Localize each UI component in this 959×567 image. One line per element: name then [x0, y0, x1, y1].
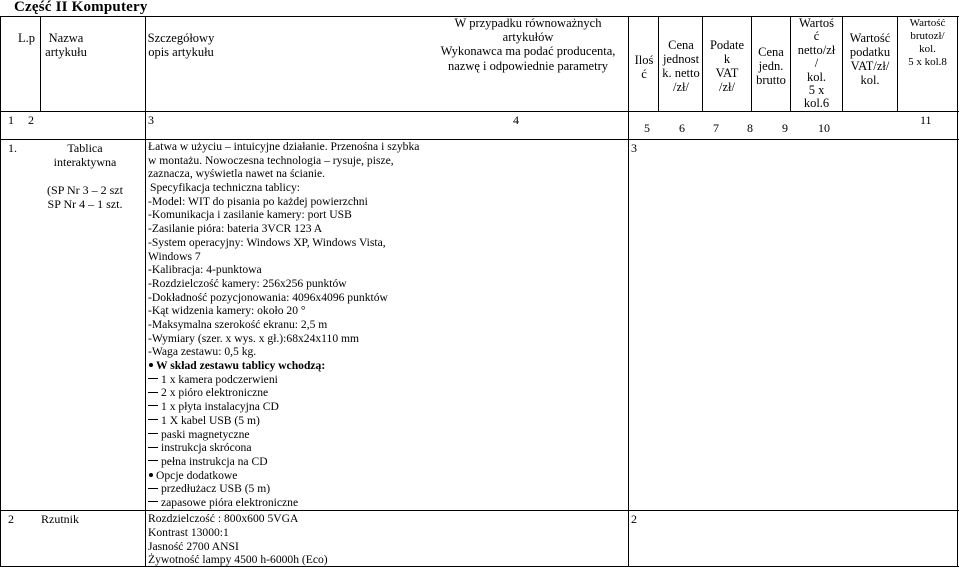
desc-line: -Waga zestawu: 0,5 kg.	[148, 345, 257, 359]
header-lp: L.p	[18, 31, 36, 45]
bullet-icon	[149, 473, 153, 477]
header-divider-left	[0, 111, 628, 112]
set-item: paski magnetyczne	[148, 428, 250, 442]
header-divider-right	[628, 111, 959, 112]
row1-lp: 1.	[8, 141, 17, 155]
desc-line: -Dokładność pozycjonowania: 4096x4096 punktów	[148, 290, 388, 304]
set-item: instrukcja skrócona	[148, 441, 251, 455]
desc-line: -Zasilanie pióra: bateria 3VCR 123 A	[148, 222, 323, 236]
dash-icon	[148, 488, 158, 489]
desc-line: -Komunikacja i zasilanie kamery: port USB	[148, 208, 352, 222]
colnum-11: 11	[920, 113, 932, 127]
desc-line: Windows 7	[148, 249, 201, 263]
header-net-value: Wartoś ć netto/zł / kol. 5 x kol.6	[797, 16, 836, 111]
dash-icon	[148, 378, 158, 379]
row2-desc-line: Kontrast 13000:1	[148, 526, 229, 539]
desc-line: -Maksymalna szerokość ekranu: 2,5 m	[148, 318, 328, 331]
colnum-5: 5	[644, 121, 650, 135]
desc-line: -Model: WIT do pisania po każdej powierzchni	[148, 194, 368, 208]
desc-line: w montażu. Nowoczesna technologia – rysuje, pisze,	[148, 153, 394, 167]
extras-item: przedłużacz USB (5 m)	[148, 482, 270, 496]
header-quantity: Iloś ć	[634, 53, 654, 81]
dash-icon	[148, 447, 158, 448]
colnum-3: 3	[148, 113, 154, 127]
desc-line: -Wymiary (szer. x wys. x gł.):68x24x110 mm	[148, 331, 360, 345]
part-title: Część II Komputery	[14, 0, 148, 15]
colnum-row-bottom	[0, 139, 959, 140]
row2-lp: 2	[8, 512, 14, 526]
header-tax-value: Wartość podatku VAT/zł/ kol.	[849, 31, 891, 87]
colnum-10: 10	[818, 121, 830, 135]
header-vat: Podate k VAT /zł/	[709, 38, 745, 94]
header-equivalent: W przypadku równoważnych artykułów Wykonawca ma podać producenta, nazwę i odpowiednie parametry	[440, 16, 616, 73]
dash-icon	[148, 419, 158, 420]
col-border-right	[957, 16, 958, 567]
row2-quantity: 2	[631, 512, 637, 526]
colnum-8: 8	[747, 121, 753, 135]
desc-line: zaznacza, wyświetla nawet na ścianie.	[148, 167, 326, 181]
colnum-1: 1	[8, 113, 14, 127]
header-gross-value: Wartość brutozł/ kol. 5 x kol.8	[908, 17, 947, 68]
row1-name: Tablica interaktywna (SP Nr 3 – 2 szt SP Nr 4 – 1 szt.	[47, 141, 123, 211]
row2-desc-line: Rozdzielczość : 800x600 5VGA	[148, 512, 299, 525]
set-item: pełna instrukcja na CD	[148, 455, 268, 469]
colnum-4: 4	[513, 113, 519, 127]
desc-line: -Kąt widzenia kamery: około 20 °	[148, 304, 306, 318]
colnum-7: 7	[713, 121, 719, 135]
dash-icon	[148, 460, 158, 461]
bullet-icon	[149, 363, 153, 367]
colnum-6: 6	[679, 121, 685, 135]
set-item: 1 x kamera podczerwieni	[148, 373, 278, 387]
set-item: 2 x pióro elektroniczne	[148, 386, 268, 400]
dash-icon	[148, 392, 158, 393]
row1-bottom	[0, 510, 959, 511]
set-heading: W skład zestawu tablicy wchodzą:	[148, 359, 325, 373]
col-border-qty	[628, 16, 629, 567]
set-item: 1 x płyta instalacyjna CD	[148, 400, 279, 414]
header-description: Szczegółowy opis artykułu	[147, 31, 215, 59]
desc-line: Łatwa w użyciu – intuicyjne działanie. Przenośna i szybka	[148, 140, 420, 153]
row1-quantity: 3	[631, 141, 637, 155]
header-name: Nazwa artykułu	[45, 31, 87, 59]
desc-line: -System operacyjny: Windows XP, Windows Vista,	[148, 235, 386, 249]
spec-heading: Specyfikacja techniczna tablicy:	[150, 181, 300, 195]
colnum-9: 9	[782, 121, 788, 135]
extras-heading: Opcje dodatkowe	[148, 469, 237, 483]
header-unit-net-price: Cena jednost k. netto /zł/	[662, 38, 700, 94]
header-unit-gross-price: Cena jedn. brutto	[756, 45, 786, 87]
col-border-desc	[145, 16, 146, 567]
set-item: 1 X kabel USB (5 m)	[148, 414, 260, 428]
extras-item: zapasowe pióra elektroniczne	[148, 496, 298, 510]
dash-icon	[148, 433, 158, 434]
desc-line: -Kalibracja: 4-punktowa	[148, 263, 262, 277]
dash-icon	[148, 405, 158, 406]
dash-icon	[148, 501, 158, 502]
desc-line: -Rozdzielczość kamery: 256x256 punktów	[148, 276, 347, 290]
row2-desc-line: Żywotność lampy 4500 h-6000h (Eco)	[148, 553, 328, 566]
col-border-0	[0, 16, 1, 567]
row2-desc-line: Jasność 2700 ANSI	[148, 540, 239, 553]
row2-name: Rzutnik	[41, 512, 79, 526]
colnum-2: 2	[28, 113, 34, 127]
